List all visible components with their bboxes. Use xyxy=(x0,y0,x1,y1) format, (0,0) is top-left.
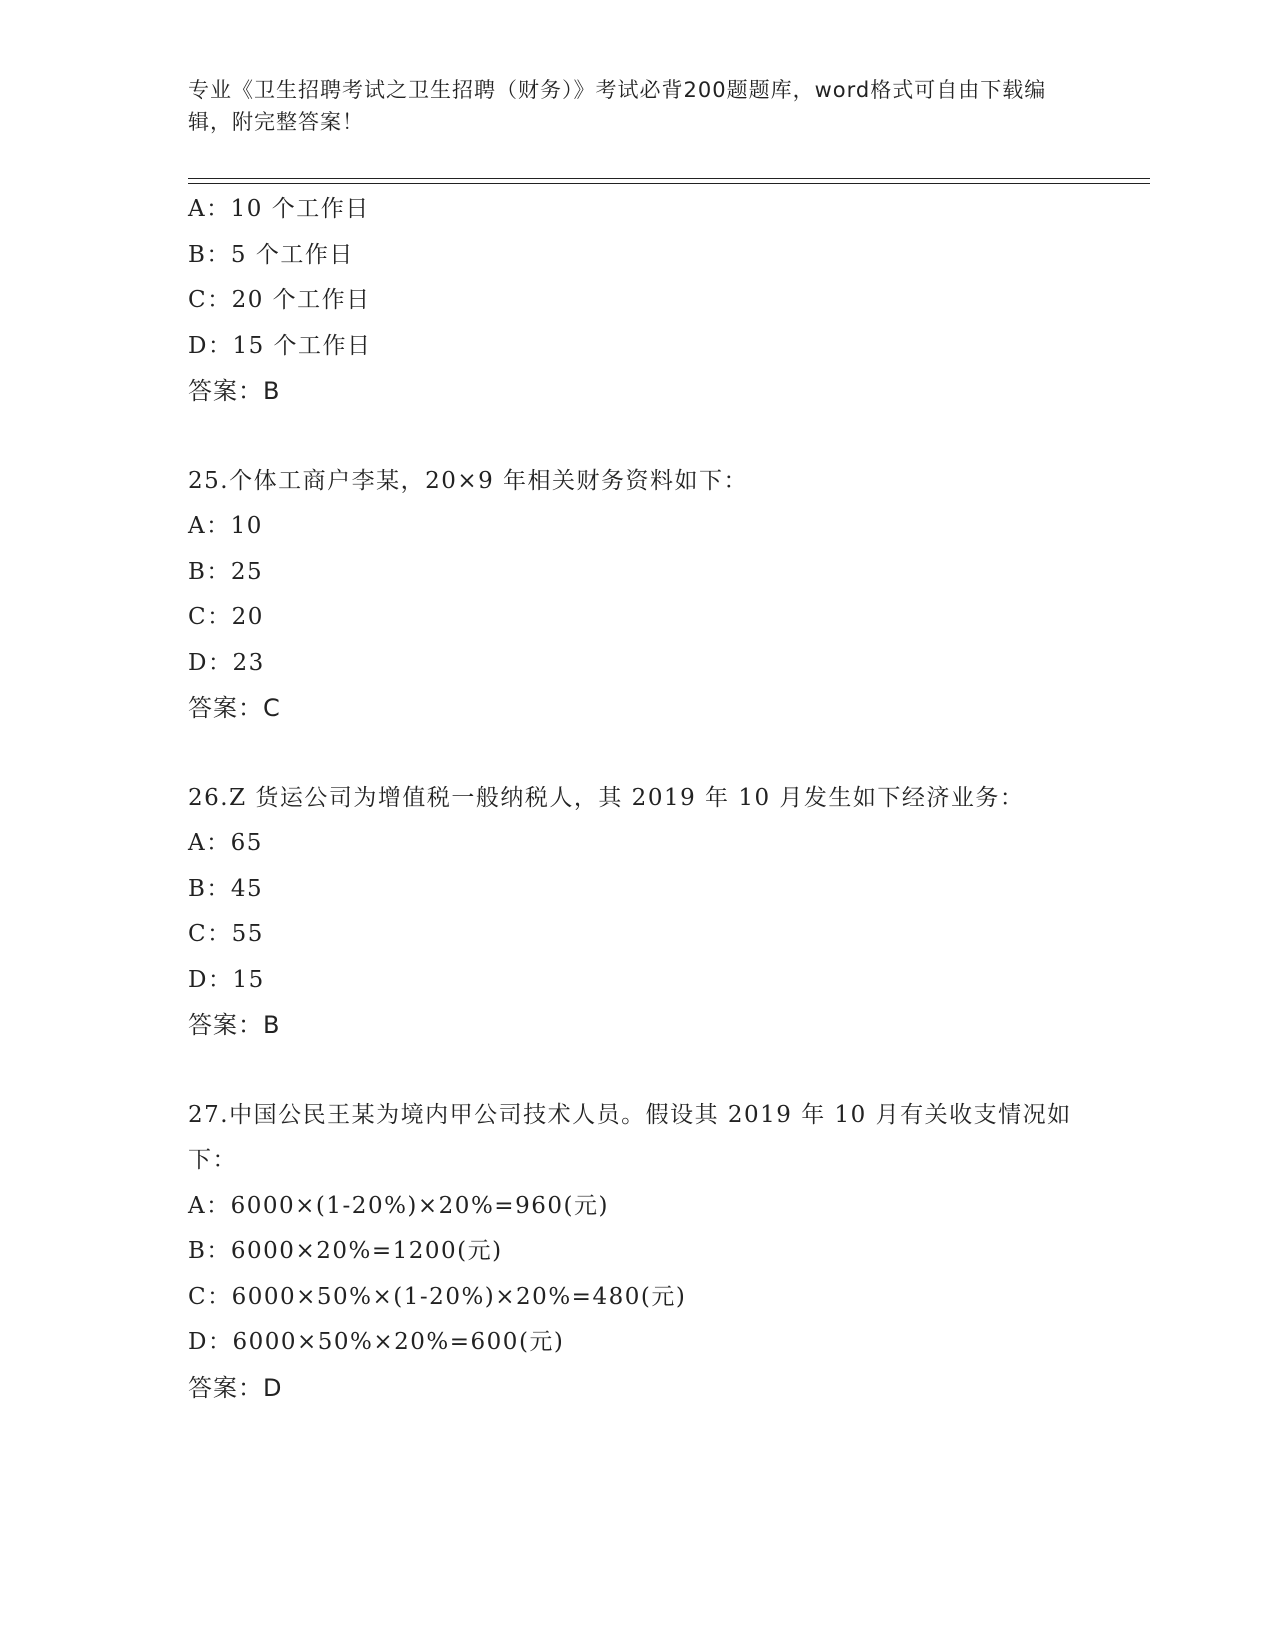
option-c: C：6000×50%×(1-20%)×20%=480(元) xyxy=(188,1283,687,1310)
option-b: B：5 个工作日 xyxy=(188,241,354,268)
question-block xyxy=(188,187,1088,415)
option-b: B：6000×20%=1200(元) xyxy=(188,1238,503,1264)
option-a: A：6000×(1-20%)×20%=960(元) xyxy=(188,1192,609,1219)
header-rule-top xyxy=(188,178,1150,179)
question-stem: 26.Z 货运公司为增值税一般纳税人，其 2019 年 10 月发生如下经济业务： xyxy=(188,784,1025,811)
option-c: C：55 xyxy=(188,921,264,947)
option-a: A：65 xyxy=(188,830,263,856)
question-stem: 27.中国公民王某为境内甲公司技术人员。假设其 2019 年 10 月有关收支情况如下： xyxy=(188,1101,1072,1173)
option-a: A：10 个工作日 xyxy=(188,196,370,222)
header-rule-bottom xyxy=(188,183,1150,184)
question-stem: 25.个体工商户李某，20×9 年相关财务资料如下： xyxy=(188,467,749,494)
document-header xyxy=(188,74,1068,138)
answer-line: 答案：D xyxy=(188,1373,283,1402)
question-block xyxy=(188,459,1088,732)
question-block xyxy=(188,1093,1088,1412)
option-b: B：25 xyxy=(188,558,264,585)
option-c: C：20 xyxy=(188,604,264,630)
option-b: B：45 xyxy=(188,875,264,902)
option-d: D：6000×50%×20%=600(元) xyxy=(188,1329,565,1355)
option-d: D：15 个工作日 xyxy=(188,332,372,359)
option-d: D：23 xyxy=(188,649,265,676)
question-list xyxy=(188,187,1088,1411)
option-d: D：15 xyxy=(188,966,265,993)
option-c: C：20 个工作日 xyxy=(188,287,371,313)
header-title: 专业《卫生招聘考试之卫生招聘（财务）》考试必背200题题库，word格式可自由下载编辑，附完整答案！ xyxy=(188,78,1047,134)
answer-line: 答案：B xyxy=(188,1011,281,1039)
option-a: A：10 xyxy=(188,513,263,539)
question-block xyxy=(188,776,1088,1049)
answer-line: 答案：C xyxy=(188,694,281,722)
answer-line: 答案：B xyxy=(188,377,281,405)
